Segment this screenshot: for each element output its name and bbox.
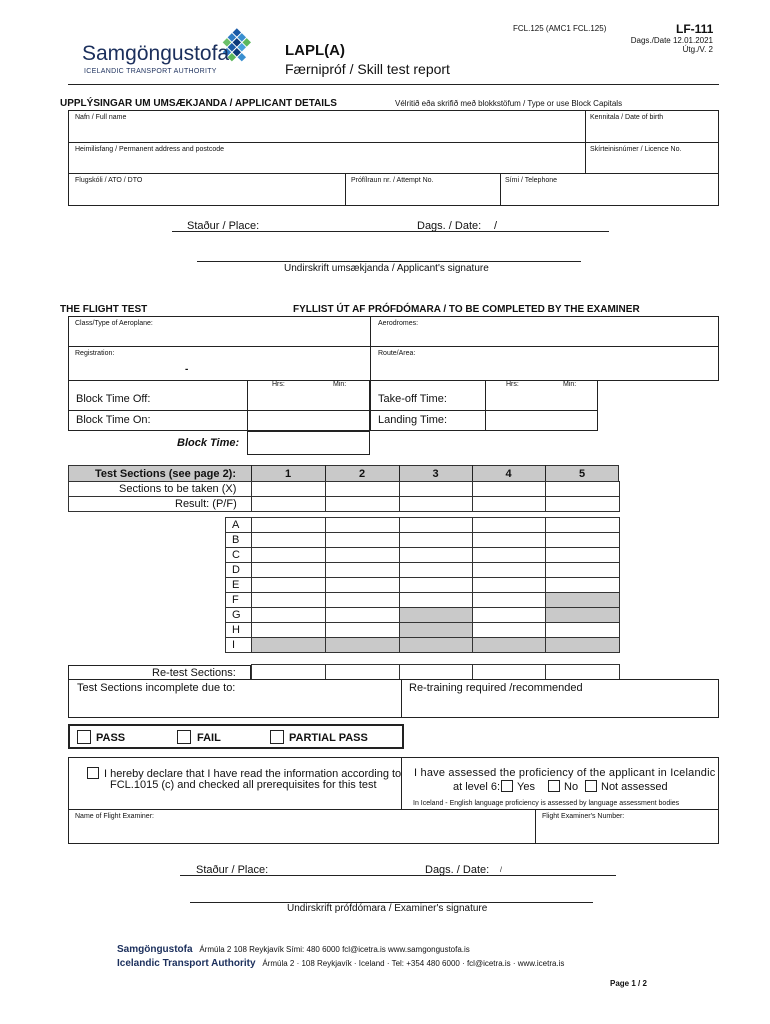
section-result-cell[interactable] (472, 496, 546, 512)
aerodromes-field[interactable]: Aerodromes: (378, 320, 419, 327)
examiner-signature-label: Undirskrift prófdómara / Examiner's signature (287, 903, 488, 914)
address-field[interactable]: Heimilisfang / Permanent address and postcode (75, 146, 225, 153)
section-row-label: F (232, 594, 239, 606)
footer-line-1 (117, 944, 470, 955)
sections-header-label: Test Sections (see page 2): (95, 468, 237, 480)
section-item-cell[interactable] (251, 577, 326, 593)
landing-time-label: Landing Time: (378, 414, 448, 426)
section-item-cell (545, 592, 620, 608)
pass-label: PASS (96, 732, 126, 744)
section-item-cell (472, 637, 546, 653)
block-time-on-label: Block Time On: (76, 414, 151, 426)
applicant-heading: UPPLÝSINGAR UM UMSÆKJANDA / APPLICANT DETAILS (60, 98, 337, 109)
section-item-cell[interactable] (545, 532, 620, 548)
section-taken-cell[interactable] (472, 481, 546, 497)
section-item-cell (545, 637, 620, 653)
retest-label: Re-test Sections: (152, 667, 236, 679)
partial-pass-label: PARTIAL PASS (289, 732, 368, 744)
section-item-cell[interactable] (251, 532, 326, 548)
section-item-cell (251, 637, 326, 653)
section-item-cell[interactable] (472, 547, 546, 563)
section-item-cell[interactable] (545, 547, 620, 563)
section-item-cell[interactable] (325, 607, 400, 623)
retest-cell[interactable] (251, 664, 326, 680)
section-item-cell[interactable] (472, 517, 546, 533)
applicant-details-box (68, 110, 719, 206)
examiner-name-field[interactable]: Name of Flight Examiner: (75, 813, 154, 820)
section-item-cell[interactable] (399, 577, 473, 593)
applicant-date-label[interactable]: Dags. / Date: (417, 220, 482, 232)
section-result-cell[interactable] (251, 496, 326, 512)
regulation-ref: FCL.125 (AMC1 FCL.125) (513, 24, 607, 33)
retest-cell[interactable] (545, 664, 620, 680)
section-item-cell[interactable] (325, 577, 400, 593)
section-item-cell[interactable] (545, 577, 620, 593)
section-item-cell[interactable] (251, 517, 326, 533)
form-id: LF-111 (676, 22, 714, 36)
no-checkbox[interactable] (548, 780, 560, 792)
section-taken-cell[interactable] (399, 481, 473, 497)
section-column-header: 4 (505, 468, 512, 480)
sections-to-be-taken-label: Sections to be taken (X) (119, 483, 237, 495)
examiner-date-slash: / (500, 867, 502, 874)
declaration-text-2: FCL.1015 (c) and checked all prerequisites for this test (110, 779, 377, 791)
header-divider (68, 84, 719, 85)
applicant-place-label[interactable]: Staður / Place: (187, 220, 260, 232)
section-item-cell[interactable] (545, 562, 620, 578)
yes-label: Yes (517, 781, 535, 793)
section-item-cell (399, 622, 473, 638)
section-column-header: 1 (284, 468, 292, 480)
section-item-cell[interactable] (545, 517, 620, 533)
applicant-date-slash: / (494, 220, 498, 232)
retraining-label: Re-training required /recommended (409, 682, 583, 694)
form-subtitle: Færnipróf / Skill test report (285, 61, 450, 77)
yes-checkbox[interactable] (501, 780, 513, 792)
section-item-cell[interactable] (472, 577, 546, 593)
telephone-field[interactable]: Sími / Telephone (505, 177, 558, 184)
block-hrs-label: Hrs: (272, 381, 285, 388)
retest-cell[interactable] (472, 664, 546, 680)
section-item-cell (545, 607, 620, 623)
footer-line-2 (117, 958, 564, 969)
retest-cell[interactable] (399, 664, 473, 680)
flight-test-heading: THE FLIGHT TEST (60, 304, 148, 315)
footer-org-en: Icelandic Transport Authority (117, 958, 256, 969)
section-item-cell[interactable] (251, 592, 326, 608)
page-number: Page 1 / 2 (610, 979, 647, 988)
declaration-text-1: I hereby declare that I have read the information according to (104, 768, 402, 780)
section-item-cell[interactable] (399, 562, 473, 578)
section-row-label: H (232, 624, 240, 636)
pass-checkbox[interactable] (77, 730, 91, 744)
section-item-cell[interactable] (251, 547, 326, 563)
section-column-header: 3 (432, 468, 439, 480)
attempt-field[interactable]: Prófílraun nr. / Attempt No. (351, 177, 434, 184)
section-item-cell (325, 637, 400, 653)
section-item-cell[interactable] (325, 517, 400, 533)
block-time-label: Block Time: (177, 437, 240, 449)
logo-subtitle: ICELANDIC TRANSPORT AUTHORITY (84, 68, 217, 75)
registration-dash: - (185, 364, 189, 375)
not-assessed-label: Not assessed (601, 781, 668, 793)
section-item-cell[interactable] (399, 592, 473, 608)
proficiency-text-2: at level 6: (453, 781, 501, 793)
block-time-off-label: Block Time Off: (76, 393, 151, 405)
partial-pass-checkbox[interactable] (270, 730, 284, 744)
footer-contact-en: Ármúla 2 · 108 Reykjavík · Iceland · Tel: +354 480 6000 · fcl@icetra.is · www.icetra.is (262, 959, 565, 968)
section-item-cell[interactable] (399, 532, 473, 548)
sections-result-label: Result: (P/F) (175, 498, 237, 510)
form-version: Útg./V. 2 (682, 45, 713, 54)
section-row-label: E (232, 579, 240, 591)
section-result-cell[interactable] (399, 496, 473, 512)
dob-field[interactable]: Kennitala / Date of birth (590, 114, 664, 121)
full-name-field[interactable]: Nafn / Full name (75, 114, 127, 121)
form-date: Dags./Date 12.01.2021 (630, 36, 713, 45)
block-time-total-field[interactable] (247, 431, 370, 455)
route-field[interactable]: Route/Area: (378, 350, 416, 357)
aircraft-class-field[interactable]: Class/Type of Aeroplane: (75, 320, 153, 327)
logo (80, 30, 255, 80)
section-item-cell[interactable] (472, 607, 546, 623)
section-row-label: I (232, 639, 236, 651)
incomplete-label: Test Sections incomplete due to: (77, 682, 236, 694)
proficiency-text-1: I have assessed the proficiency of the applicant in Icelandic (414, 767, 716, 779)
section-item-cell[interactable] (472, 622, 546, 638)
section-item-cell[interactable] (472, 532, 546, 548)
section-taken-cell[interactable] (545, 481, 620, 497)
section-item-cell[interactable] (325, 592, 400, 608)
takeoff-hrs-label: Hrs: (506, 381, 519, 388)
logo-name: Samgöngustofa (82, 42, 230, 65)
section-column-header: 2 (358, 468, 366, 480)
section-item-cell[interactable] (472, 562, 546, 578)
examiner-number-field[interactable]: Flight Examiner's Number: (542, 813, 625, 820)
licence-field[interactable]: Skírteinisnúmer / Licence No. (590, 146, 682, 153)
examiner-place-label[interactable]: Staður / Place: (196, 864, 269, 876)
school-field[interactable]: Flugskóli / ATO / DTO (75, 177, 143, 184)
section-result-cell[interactable] (545, 496, 620, 512)
declaration-checkbox[interactable] (87, 767, 99, 779)
not-assessed-checkbox[interactable] (585, 780, 597, 792)
block-capitals-note: Vélritið eða skrifið með blokkstöfum / Type or use Block Capitals (395, 99, 623, 108)
section-column-header: 5 (578, 468, 586, 480)
section-item-cell[interactable] (251, 607, 326, 623)
section-item-cell[interactable] (251, 562, 326, 578)
section-item-cell[interactable] (472, 592, 546, 608)
section-item-cell (399, 637, 473, 653)
section-item-cell[interactable] (325, 622, 400, 638)
examiner-date-label[interactable]: Dags. / Date: (425, 864, 490, 876)
section-item-cell[interactable] (325, 547, 400, 563)
section-row-label: C (232, 549, 240, 561)
section-item-cell[interactable] (325, 532, 400, 548)
section-taken-cell[interactable] (251, 481, 326, 497)
registration-field[interactable]: Registration: (75, 350, 115, 357)
examiner-heading: FYLLIST ÚT AF PRÓFDÓMARA / TO BE COMPLETED BY THE EXAMINER (293, 304, 640, 315)
applicant-signature-label: Undirskrift umsækjanda / Applicant's signature (284, 263, 489, 274)
fail-label: FAIL (197, 732, 221, 744)
no-label: No (564, 781, 579, 793)
takeoff-min-label: Min: (563, 381, 577, 388)
section-item-cell[interactable] (399, 517, 473, 533)
section-taken-cell[interactable] (325, 481, 400, 497)
section-row-label: B (232, 534, 240, 546)
section-item-cell[interactable] (325, 562, 400, 578)
block-min-label: Min: (333, 381, 347, 388)
section-item-cell[interactable] (399, 547, 473, 563)
section-item-cell (399, 607, 473, 623)
form-title: LAPL(A) (285, 42, 345, 59)
section-row-label: G (232, 609, 241, 621)
retest-cell[interactable] (325, 664, 400, 680)
section-row-label: D (232, 564, 240, 576)
fail-checkbox[interactable] (177, 730, 191, 744)
section-item-cell[interactable] (545, 622, 620, 638)
footer-contact-is: Ármúla 2 108 Reykjavík Sími: 480 6000 fcl@icetra.is www.samgongustofa.is (199, 945, 470, 954)
footer-org-is: Samgöngustofa (117, 944, 193, 955)
section-result-cell[interactable] (325, 496, 400, 512)
section-row-label: A (232, 519, 240, 531)
section-item-cell[interactable] (251, 622, 326, 638)
language-note: In Iceland - English language proficiency is assessed by language assessment bodies (413, 800, 680, 807)
applicant-signature-line[interactable] (197, 261, 581, 262)
takeoff-time-label: Take-off Time: (378, 393, 447, 405)
